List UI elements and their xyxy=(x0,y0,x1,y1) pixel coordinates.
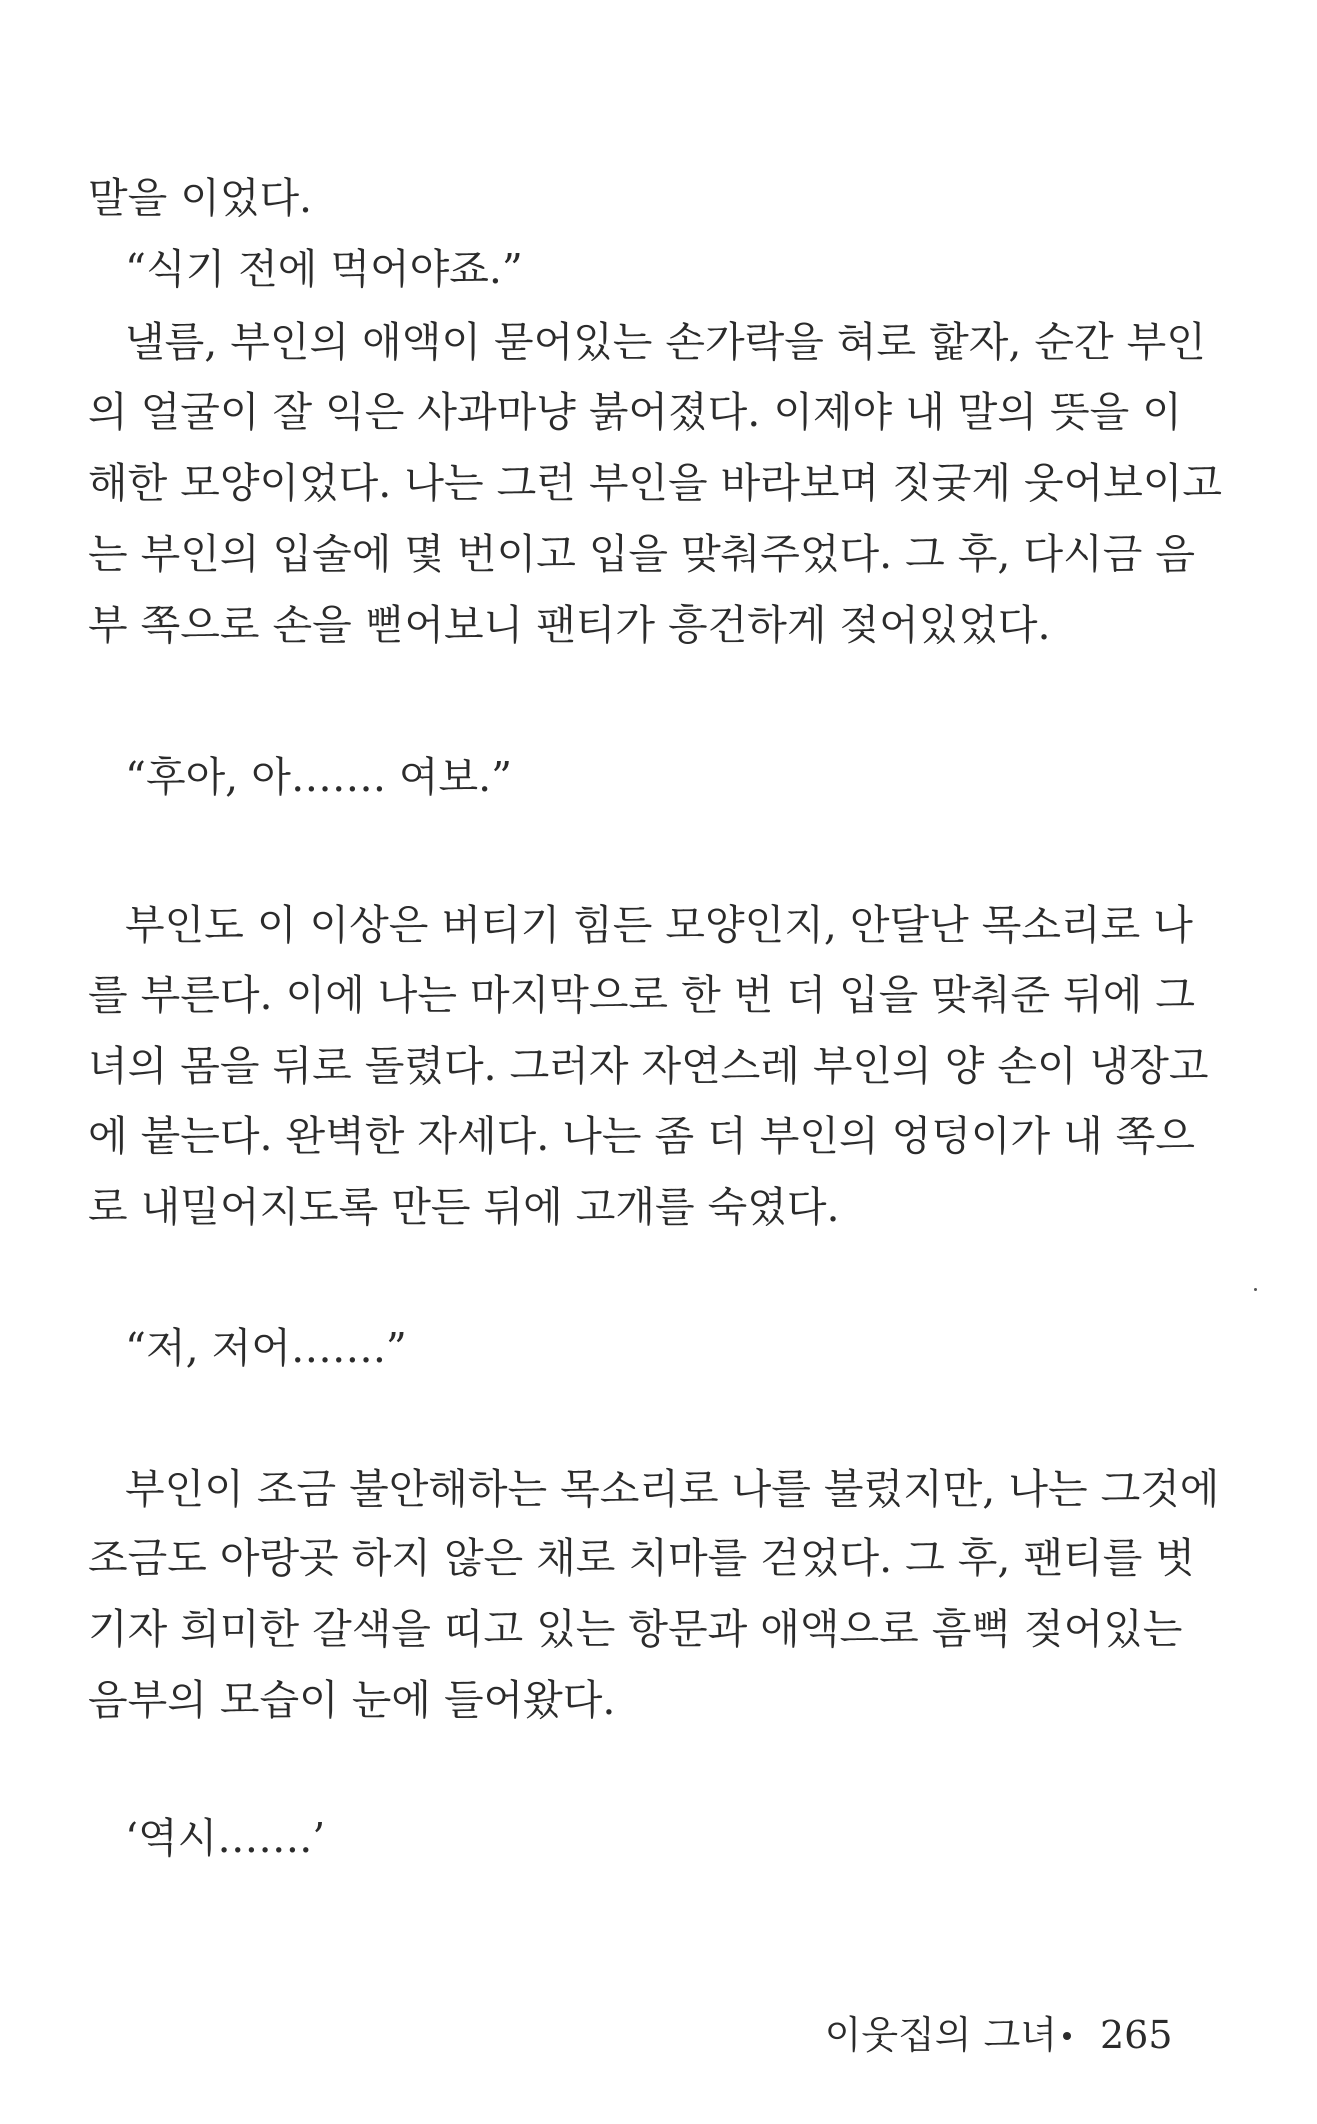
dialogue-line: “후아, 아……. 여보.” xyxy=(125,753,513,801)
text-line: 는 부인의 입술에 몇 번이고 입을 맞춰주었다. 그 후, 다시금 음 xyxy=(88,530,1195,578)
thought-line: ‘역시…….’ xyxy=(125,1814,326,1862)
text-line: 를 부른다. 이에 나는 마지막으로 한 번 더 입을 맞춰준 뒤에 그 xyxy=(88,971,1195,1019)
separator-bullet-icon xyxy=(1063,2032,1071,2040)
running-title: 이웃집의 그녀 xyxy=(824,2013,1057,2057)
text-line: 조금도 아랑곳 하지 않은 채로 치마를 걷었다. 그 후, 팬티를 벗 xyxy=(88,1534,1195,1582)
text-line: 낼름, 부인의 애액이 묻어있는 손가락을 혀로 핥자, 순간 부인 xyxy=(125,318,1206,366)
dialogue-line: “식기 전에 먹어야죠.” xyxy=(125,245,523,293)
text-line: 기자 희미한 갈색을 띠고 있는 항문과 애액으로 흠뻑 젖어있는 xyxy=(88,1605,1183,1653)
text-line: 에 붙는다. 완벽한 자세다. 나는 좀 더 부인의 엉덩이가 내 쪽으 xyxy=(88,1112,1195,1160)
text-line: 부인이 조금 불안해하는 목소리로 나를 불렀지만, 나는 그것에 xyxy=(125,1465,1220,1513)
page-number: 265 xyxy=(1100,2013,1173,2057)
scan-speck xyxy=(1254,1288,1257,1291)
text-line: 로 내밀어지도록 만든 뒤에 고개를 숙였다. xyxy=(88,1183,840,1231)
text-line: 말을 이었다. xyxy=(88,174,313,222)
text-line: 음부의 모습이 눈에 들어왔다. xyxy=(88,1676,616,1724)
dialogue-line: “저, 저어…….” xyxy=(125,1324,407,1372)
text-line: 녀의 몸을 뒤로 돌렸다. 그러자 자연스레 부인의 양 손이 냉장고 xyxy=(88,1042,1209,1090)
page-footer xyxy=(0,2010,1317,2060)
text-line: 의 얼굴이 잘 익은 사과마냥 붉어졌다. 이제야 내 말의 뜻을 이 xyxy=(88,388,1182,436)
text-line: 해한 모양이었다. 나는 그런 부인을 바라보며 짓궂게 웃어보이고 xyxy=(88,459,1223,507)
text-line: 부인도 이 이상은 버티기 힘든 모양인지, 안달난 목소리로 나 xyxy=(125,901,1193,949)
text-line: 부 쪽으로 손을 뻗어보니 팬티가 흥건하게 젖어있었다. xyxy=(88,601,1051,649)
